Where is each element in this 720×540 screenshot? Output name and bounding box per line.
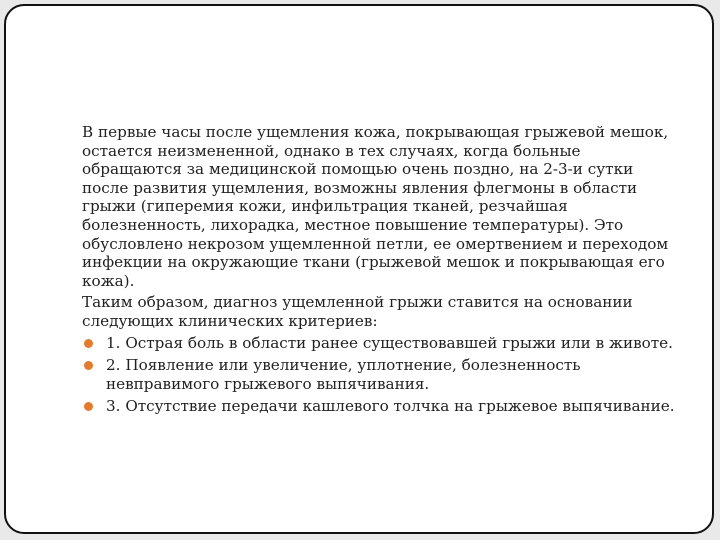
bullet-dot-icon [84,361,93,370]
list-item-text: 3. Отсутствие передачи кашлевого толчка на грыжевое выпячивание. [106,397,675,416]
list-item [82,356,682,393]
paragraph-diagnosis-criteria-intro: Таким образом, диагноз ущемленной грыжи ставится на основании следующих клинических критериев: [82,293,633,330]
paragraph-strangulation-course: В первые часы после ущемления кожа, покрывающая грыжевой мешок, остается неизмененной, однако в тех случаях, когда больные обращаются за медицинской помощью очень поздно, на 2-3-и сутки после развития ущемления, возможны явления флегмоны в области грыжи (гиперемия кожи, инфильтрация тканей, резчайшая болезненность, лихорадка, местное повышение температуры). Это обусловлено некрозом ущемленной петли, ее омертвением и переходом инфекции на окружающие ткани (грыжевой мешок и покрывающая его кожа). [82,123,669,290]
slide-card [4,4,714,534]
list-item [82,334,682,353]
list-item [82,397,682,416]
criteria-list [82,334,682,416]
list-item-text: 2. Появление или увеличение, уплотнение, болезненность невправимого грыжевого выпячивания. [106,356,581,393]
slide-content [82,123,682,420]
bullet-dot-icon [84,339,93,348]
list-item-text: 1. Острая боль в области ранее существовавшей грыжи или в животе. [106,333,673,352]
bullet-dot-icon [84,402,93,411]
